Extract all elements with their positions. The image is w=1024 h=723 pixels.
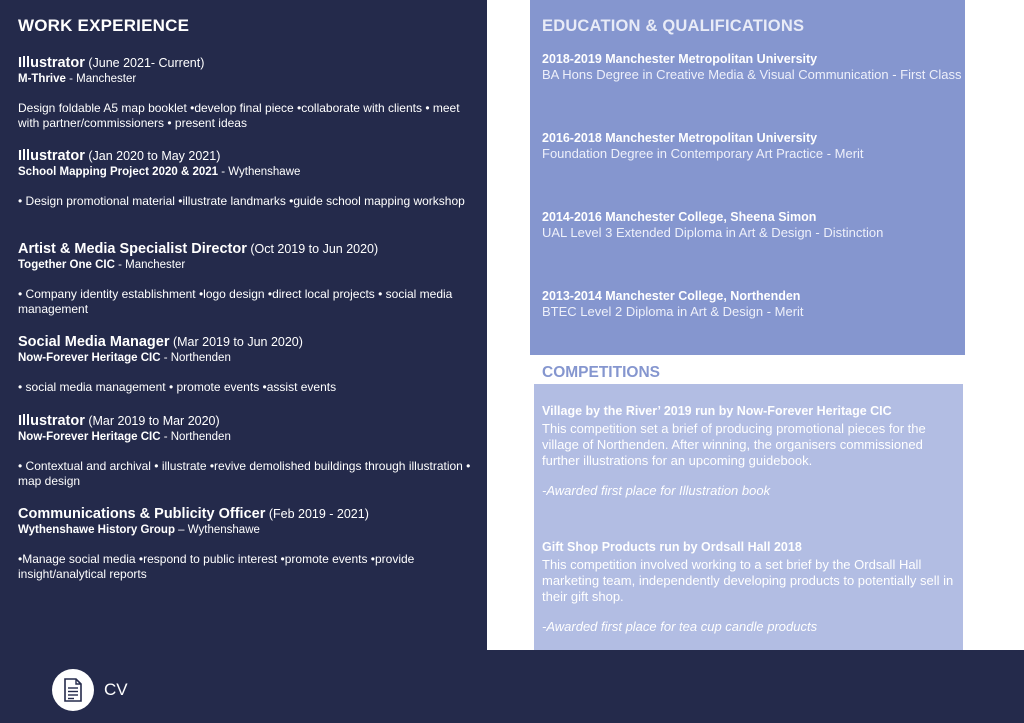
job-org: Now-Forever Heritage CIC (18, 431, 161, 443)
job-location: - Northenden (160, 431, 231, 443)
job-entry (18, 54, 483, 131)
job-role: Illustrator (18, 148, 85, 164)
job-org: Wythenshawe History Group (18, 524, 175, 536)
job-role: Illustrator (18, 55, 85, 71)
job-description: Design foldable A5 map booklet •develop final piece •collaborate with clients • meet with partner/commissioners • present ideas (18, 101, 460, 130)
competition-item (542, 403, 962, 499)
job-location: - Manchester (65, 73, 137, 85)
competition-description: This competition set a brief of producing promotional pieces for the village of Northenden. After winning, the organisers commissioned further illustrations for an upcoming guidebook. (542, 421, 926, 468)
job-role: Artist & Media Specialist Director (18, 241, 247, 257)
competitions-heading: COMPETITIONS (542, 364, 660, 381)
education-item (542, 51, 962, 83)
job-org: Together One CIC (18, 259, 115, 271)
document-icon (52, 669, 94, 711)
competition-title: Village by the River’ 2019 run by Now-Forever Heritage CIC (542, 404, 892, 418)
job-dates: (June 2021- Current) (84, 56, 205, 70)
education-degree: BA Hons Degree in Creative Media & Visual Communication - First Class (542, 67, 962, 82)
job-role: Communications & Publicity Officer (18, 506, 266, 522)
job-org: M-Thrive (18, 73, 66, 85)
work-experience-heading: WORK EXPERIENCE (18, 16, 190, 35)
job-description: •Manage social media •respond to public interest •promote events •provide insight/analytical reports (18, 552, 415, 581)
competition-title: Gift Shop Products run by Ordsall Hall 2018 (542, 540, 802, 554)
job-location: – Wythenshawe (174, 524, 260, 536)
job-description: • social media management • promote events •assist events (18, 380, 337, 394)
job-entry (18, 412, 483, 489)
education-degree: Foundation Degree in Contemporary Art Practice - Merit (542, 146, 864, 161)
education-heading: EDUCATION & QUALIFICATIONS (542, 17, 805, 35)
job-description: • Contextual and archival • illustrate •revive demolished buildings through illustration • map design (18, 459, 471, 488)
job-role: Social Media Manager (18, 334, 170, 350)
education-degree: UAL Level 3 Extended Diploma in Art & Design - Distinction (542, 225, 884, 240)
education-item (542, 288, 962, 320)
job-org: Now-Forever Heritage CIC (18, 352, 161, 364)
job-dates: (Mar 2019 to Mar 2020) (84, 414, 220, 428)
job-dates: (Feb 2019 - 2021) (265, 507, 369, 521)
education-institution: 2014-2016 Manchester College, Sheena Simon (542, 210, 817, 224)
education-institution: 2013-2014 Manchester College, Northenden (542, 289, 801, 303)
competition-award: -Awarded first place for tea cup candle products (542, 619, 818, 634)
job-entry (18, 333, 483, 395)
job-entry (18, 147, 483, 209)
competition-description: This competition involved working to a set brief by the Ordsall Hall marketing team, independently developing products to potentially sell in their gift shop. (542, 557, 954, 604)
job-org: School Mapping Project 2020 & 2021 (18, 166, 219, 178)
job-dates: (Mar 2019 to Jun 2020) (169, 335, 303, 349)
education-item (542, 209, 962, 241)
education-institution: 2018-2019 Manchester Metropolitan University (542, 52, 818, 66)
job-role: Illustrator (18, 413, 85, 429)
job-dates: (Oct 2019 to Jun 2020) (246, 242, 379, 256)
footer-cv-label: CV (104, 680, 128, 699)
job-description: • Company identity establishment •logo design •direct local projects • social media management (18, 287, 453, 316)
education-item (542, 130, 962, 162)
job-location: - Manchester (114, 259, 186, 271)
job-location: - Wythenshawe (218, 166, 301, 178)
education-degree: BTEC Level 2 Diploma in Art & Design - Merit (542, 304, 804, 319)
job-description: • Design promotional material •illustrate landmarks •guide school mapping workshop (18, 194, 465, 208)
education-institution: 2016-2018 Manchester Metropolitan University (542, 131, 818, 145)
job-location: - Northenden (160, 352, 231, 364)
job-entry (18, 240, 483, 317)
job-entry (18, 505, 483, 582)
competition-item (542, 539, 962, 635)
competition-award: -Awarded first place for Illustration book (542, 483, 771, 498)
job-dates: (Jan 2020 to May 2021) (84, 149, 221, 163)
